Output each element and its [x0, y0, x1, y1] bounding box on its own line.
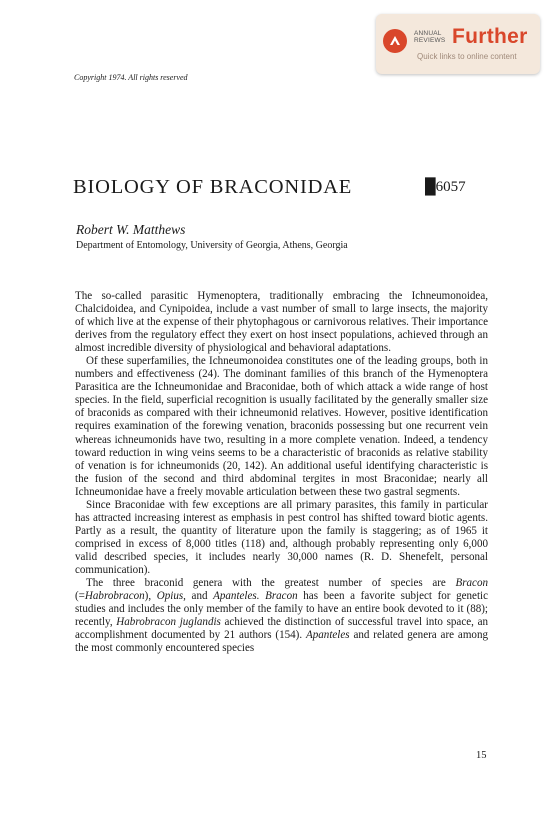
page-number: 15	[476, 750, 487, 761]
article-id: █6057	[425, 179, 466, 195]
author-affiliation: Department of Entomology, University of Georgia, Athens, Georgia	[76, 240, 348, 251]
text-run: has been a favorite subject for genetic studies and includes the only member of the family to have an entire book devoted to it (88); recently,	[75, 590, 489, 629]
further-banner[interactable]	[376, 14, 540, 74]
article-body	[75, 290, 488, 655]
text-run: achieved the distinction of successful travel into space, an accomplishment documented by 21 authors (154).	[75, 616, 488, 642]
italic-term: Opius,	[156, 590, 186, 603]
further-tagline: Quick links to online content	[417, 52, 517, 61]
text-run: Since Braconidae with few exceptions are all primary parasites, this family in particular has attracted increasing interest as emphasis in pest control has shifted toward biotic agents. Partly as a result, the quantity of literature upon the family is staggering; as of 1965 it comprised in excess of 8,000 titles (118) and, although probably representing only 6,000 valid described species, it includes nearly 30,000 names (R. D. Shenefelt, personal communication).	[75, 498, 488, 576]
copyright-notice: Copyright 1974. All rights reserved	[74, 73, 188, 82]
brand-line-2: REVIEWS	[414, 37, 446, 44]
text-run: and related genera are among the most commonly encountered species	[75, 629, 488, 655]
article-title: BIOLOGY OF BRACONIDAE	[73, 176, 353, 198]
body-paragraph	[75, 577, 488, 655]
text-run: The so-called parasitic Hymenoptera, traditionally embracing the Ichneumonoidea, Chalcidoidea, and Cynipoidea, include a vast number of small to large insects, the majority of which live at the expense of their phytophagous or carnivorous relatives. Their importance derives from the regulatory effect they exert on host insect populations, achieved through an almost incredible diversity of physiological and behavioral adaptations.	[75, 290, 488, 355]
annual-reviews-logo-icon	[383, 29, 407, 53]
italic-term: Bracon	[265, 590, 298, 603]
body-paragraph	[75, 499, 488, 577]
italic-term: Apanteles.	[213, 590, 260, 603]
text-run: and	[185, 590, 214, 603]
body-paragraph	[75, 290, 488, 355]
italic-term: Habrobracon juglandis	[116, 616, 221, 629]
further-label[interactable]: Further	[452, 25, 528, 48]
text-run: (=	[75, 590, 85, 603]
italic-term: Apanteles	[306, 629, 350, 642]
text-run: The three braconid genera with the greatest number of species are	[86, 577, 456, 590]
annual-reviews-wordmark	[414, 30, 445, 44]
text-run: Of these superfamilies, the Ichneumonoidea constitutes one of the leading groups, both in numbers and effectiveness (24). The dominant families of this branch of the Hymenoptera Parasitica are the Ichneumonidae and Braconidae, both of which attack a wide range of host species. In the field, superficial recognition is usually facilitated by the generally smaller size of braconids as compared with their ichneumonid relatives. However, positive identification requires examination of the forewing venation, braconids possessing but one recurrent vein whereas ichneumonids have two, resulting in a more complete venation. Indeed, a tendency toward reduction in wing veins seems to be a characteristic of braconids as relative stability of venation is for ichneumonids (20, 142). An additional useful identifying characteristic is the fusion of the second and third abdominal tergites in most Braconidae; nearly all Ichneumonidae have a freely movable articulation between these two gastral segments.	[75, 355, 488, 498]
author-name: Robert W. Matthews	[76, 222, 186, 237]
italic-term: Bracon	[455, 577, 488, 590]
brand-line-1: ANNUAL	[414, 30, 442, 37]
italic-term: Habrobracon	[84, 590, 145, 603]
text-run: ),	[144, 590, 157, 603]
body-paragraph	[75, 355, 488, 499]
